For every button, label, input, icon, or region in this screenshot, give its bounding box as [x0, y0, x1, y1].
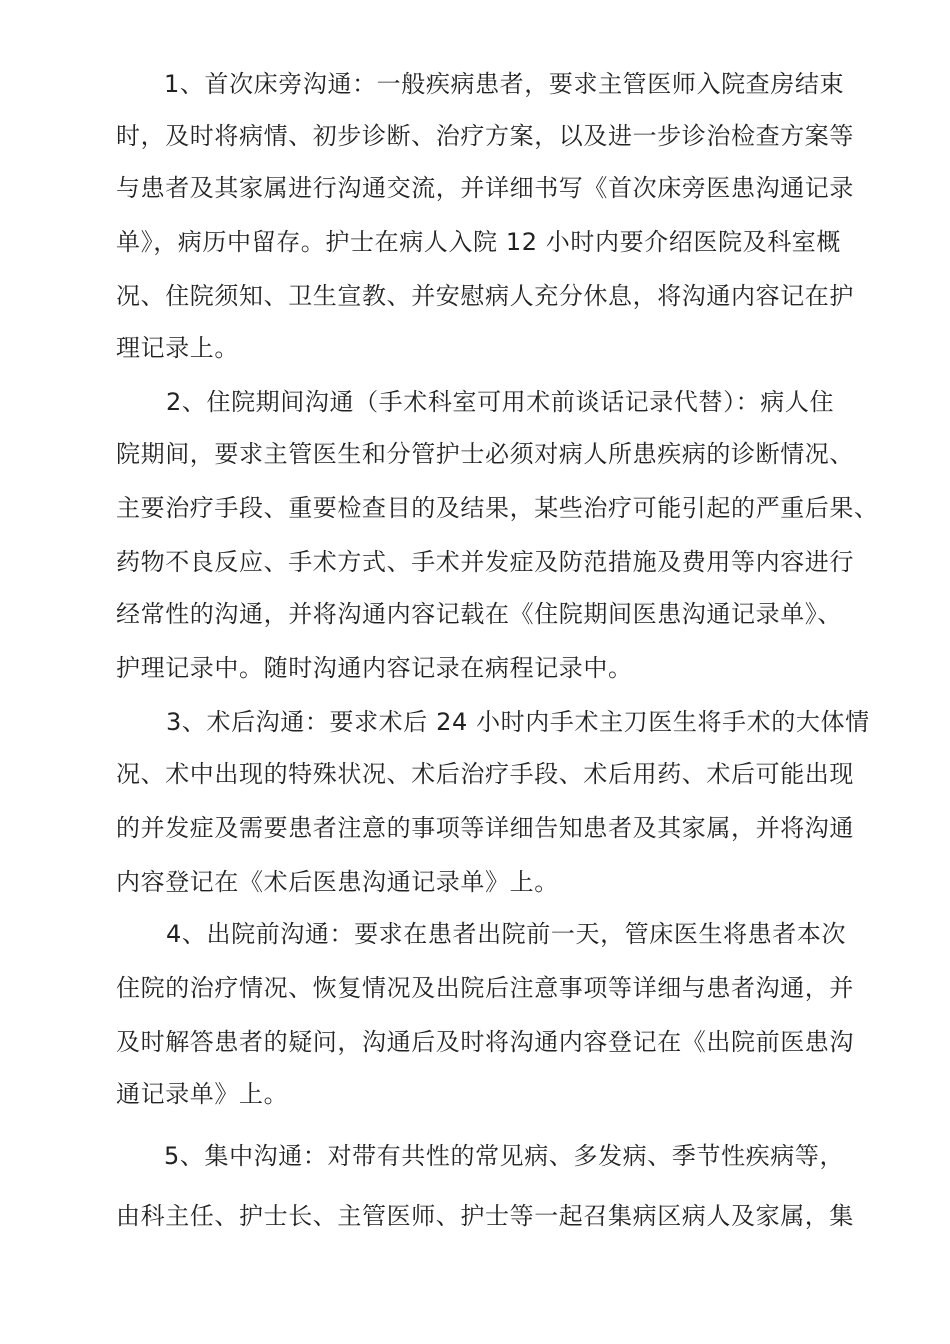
paragraph-3-line-3: 的并发症及需要患者注意的事项等详细告知患者及其家属，并将沟通 [116, 814, 854, 842]
paragraph-4-line-4: 通记录单》上。 [116, 1080, 289, 1108]
paragraph-3-line-1: 3、术后沟通：要求术后 24 小时内手术主刀医生将手术的大体情 [166, 708, 870, 736]
paragraph-5-line-2: 由科主任、护士长、主管医师、护士等一起召集病区病人及家属，集 [116, 1202, 854, 1230]
paragraph-1-line-1: 1、首次床旁沟通：一般疾病患者，要求主管医师入院查房结束 [164, 70, 845, 98]
paragraph-1-line-6: 理记录上。 [116, 334, 239, 362]
paragraph-4-line-3: 及时解答患者的疑问，沟通后及时将沟通内容登记在《出院前医患沟 [116, 1028, 854, 1056]
paragraph-5-line-1: 5、集中沟通：对带有共性的常见病、多发病、季节性疾病等， [164, 1142, 845, 1170]
paragraph-2-line-4: 药物不良反应、手术方式、手术并发症及防范措施及费用等内容进行 [116, 548, 854, 576]
paragraph-3-line-4: 内容登记在《术后医患沟通记录单》上。 [116, 868, 559, 896]
paragraph-4-line-2: 住院的治疗情况、恢复情况及出院后注意事项等详细与患者沟通，并 [116, 974, 854, 1002]
paragraph-3-line-2: 况、术中出现的特殊状况、术后治疗手段、术后用药、术后可能出现 [116, 760, 854, 788]
paragraph-2-line-6: 护理记录中。随时沟通内容记录在病程记录中。 [116, 654, 633, 682]
paragraph-2-line-1: 2、住院期间沟通（手术科室可用术前谈话记录代替）：病人住 [166, 388, 835, 416]
paragraph-1-line-3: 与患者及其家属进行沟通交流，并详细书写《首次床旁医患沟通记录 [116, 174, 854, 202]
paragraph-1-line-4: 单》，病历中留存。护士在病人入院 12 小时内要介绍医院及科室概 [116, 228, 841, 256]
paragraph-2-line-5: 经常性的沟通，并将沟通内容记载在《住院期间医患沟通记录单》、 [116, 600, 842, 628]
paragraph-2-line-2: 院期间，要求主管医生和分管护士必须对病人所患疾病的诊断情况、 [116, 440, 854, 468]
paragraph-4-line-1: 4、出院前沟通：要求在患者出院前一天，管床医生将患者本次 [166, 920, 847, 948]
paragraph-1-line-2: 时，及时将病情、初步诊断、治疗方案，以及进一步诊治检查方案等 [116, 122, 854, 150]
paragraph-1-line-5: 况、住院须知、卫生宣教、并安慰病人充分休息，将沟通内容记在护 [116, 282, 854, 310]
paragraph-2-line-3: 主要治疗手段、重要检查目的及结果，某些治疗可能引起的严重后果、 [116, 494, 879, 522]
